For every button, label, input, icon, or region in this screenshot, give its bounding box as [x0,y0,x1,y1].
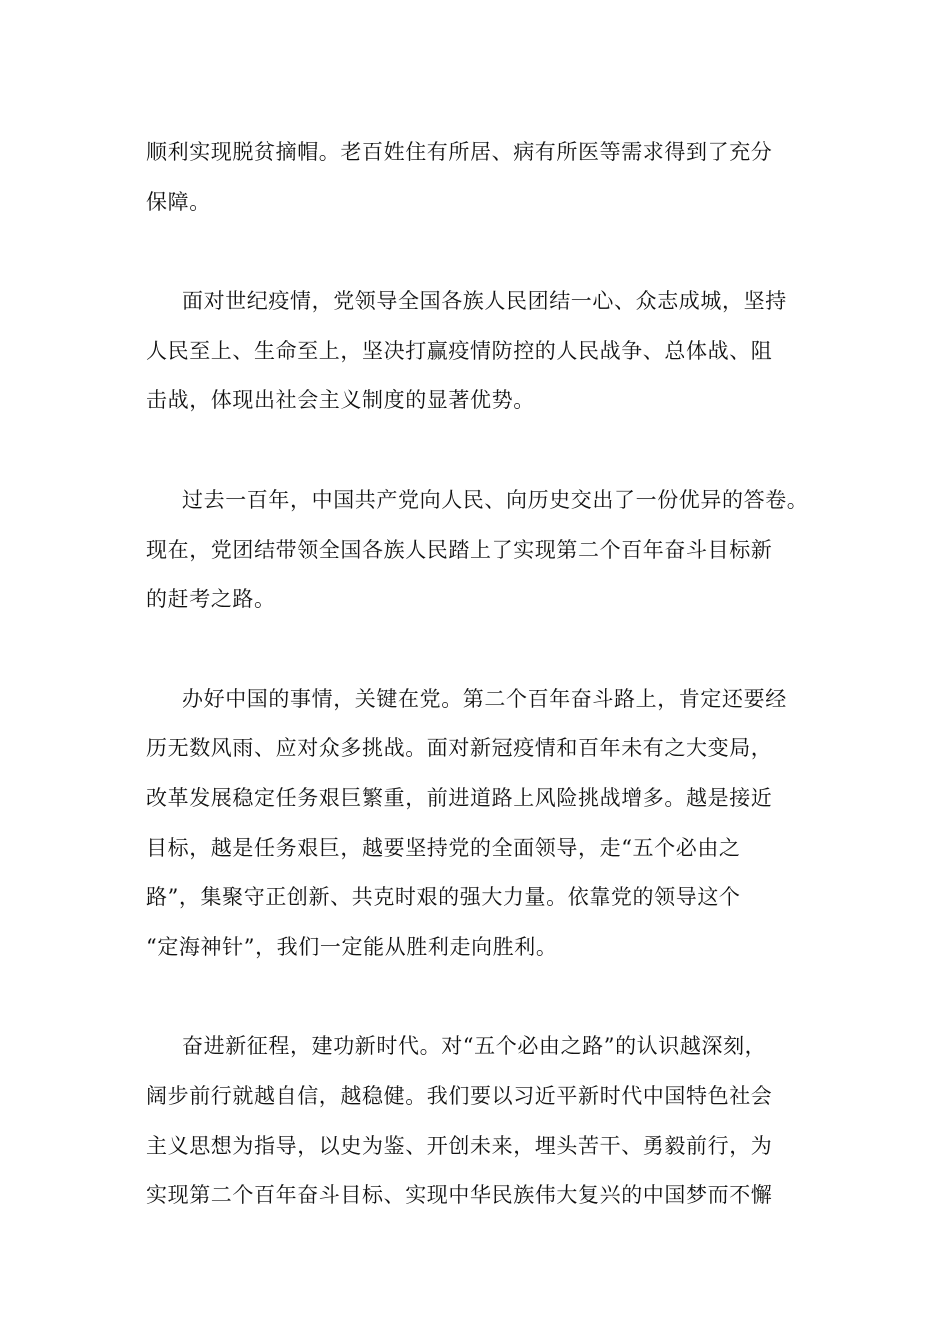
text-line: 过去一百年，中国共产党向人民、向历史交出了一份优异的答卷。 [182,487,809,512]
paragraph-5 [146,1022,810,1220]
text-line: 奋进新征程，建功新时代。对“五个必由之路”的认识越深刻， [182,1034,767,1059]
paragraph-1 [146,128,810,227]
paragraph-4 [146,675,810,973]
text-line: 历无数风雨、应对众多挑战。面对新冠疫情和百年未有之大变局， [146,736,773,761]
paragraph-3 [146,476,810,625]
text-line: 主义思想为指导，以史为鉴、开创未来，埋头苦干、勇毅前行，为 [146,1133,773,1158]
text-line: 顺利实现脱贫摘帽。老百姓住有所居、病有所医等需求得到了充分 [146,140,773,164]
text-line: 阔步前行就越自信，越稳健。我们要以习近平新时代中国特色社会 [146,1083,773,1108]
text-line: 面对世纪疫情，党领导全国各族人民团结一心、众志成城，坚持 [182,289,787,314]
text-line: 现在，党团结带领全国各族人民踏上了实现第二个百年奋斗目标新 [146,537,773,562]
text-line: 实现第二个百年奋斗目标、实现中华民族伟大复兴的中国梦而不懈 [146,1183,773,1208]
text-line: 办好中国的事情，关键在党。第二个百年奋斗路上，肯定还要经 [182,686,787,711]
text-line: “定海神针”，我们一定能从胜利走向胜利。 [146,934,558,959]
text-line: 目标，越是任务艰巨，越要坚持党的全面领导，走“五个必由之 [146,835,741,860]
text-line: 保障。 [146,189,211,214]
text-line: 的赶考之路。 [146,587,276,612]
text-line: 改革发展稳定任务艰巨繁重，前进道路上风险挑战增多。越是接近 [146,785,773,810]
text-line: 路”，集聚守正创新、共克时艰的强大力量。依靠党的领导这个 [146,885,741,910]
paragraph-2 [146,277,810,426]
text-line: 人民至上、生命至上，坚决打赢疫情防控的人民战争、总体战、阻 [146,338,773,363]
text-line: 击战，体现出社会主义制度的显著优势。 [146,388,535,413]
